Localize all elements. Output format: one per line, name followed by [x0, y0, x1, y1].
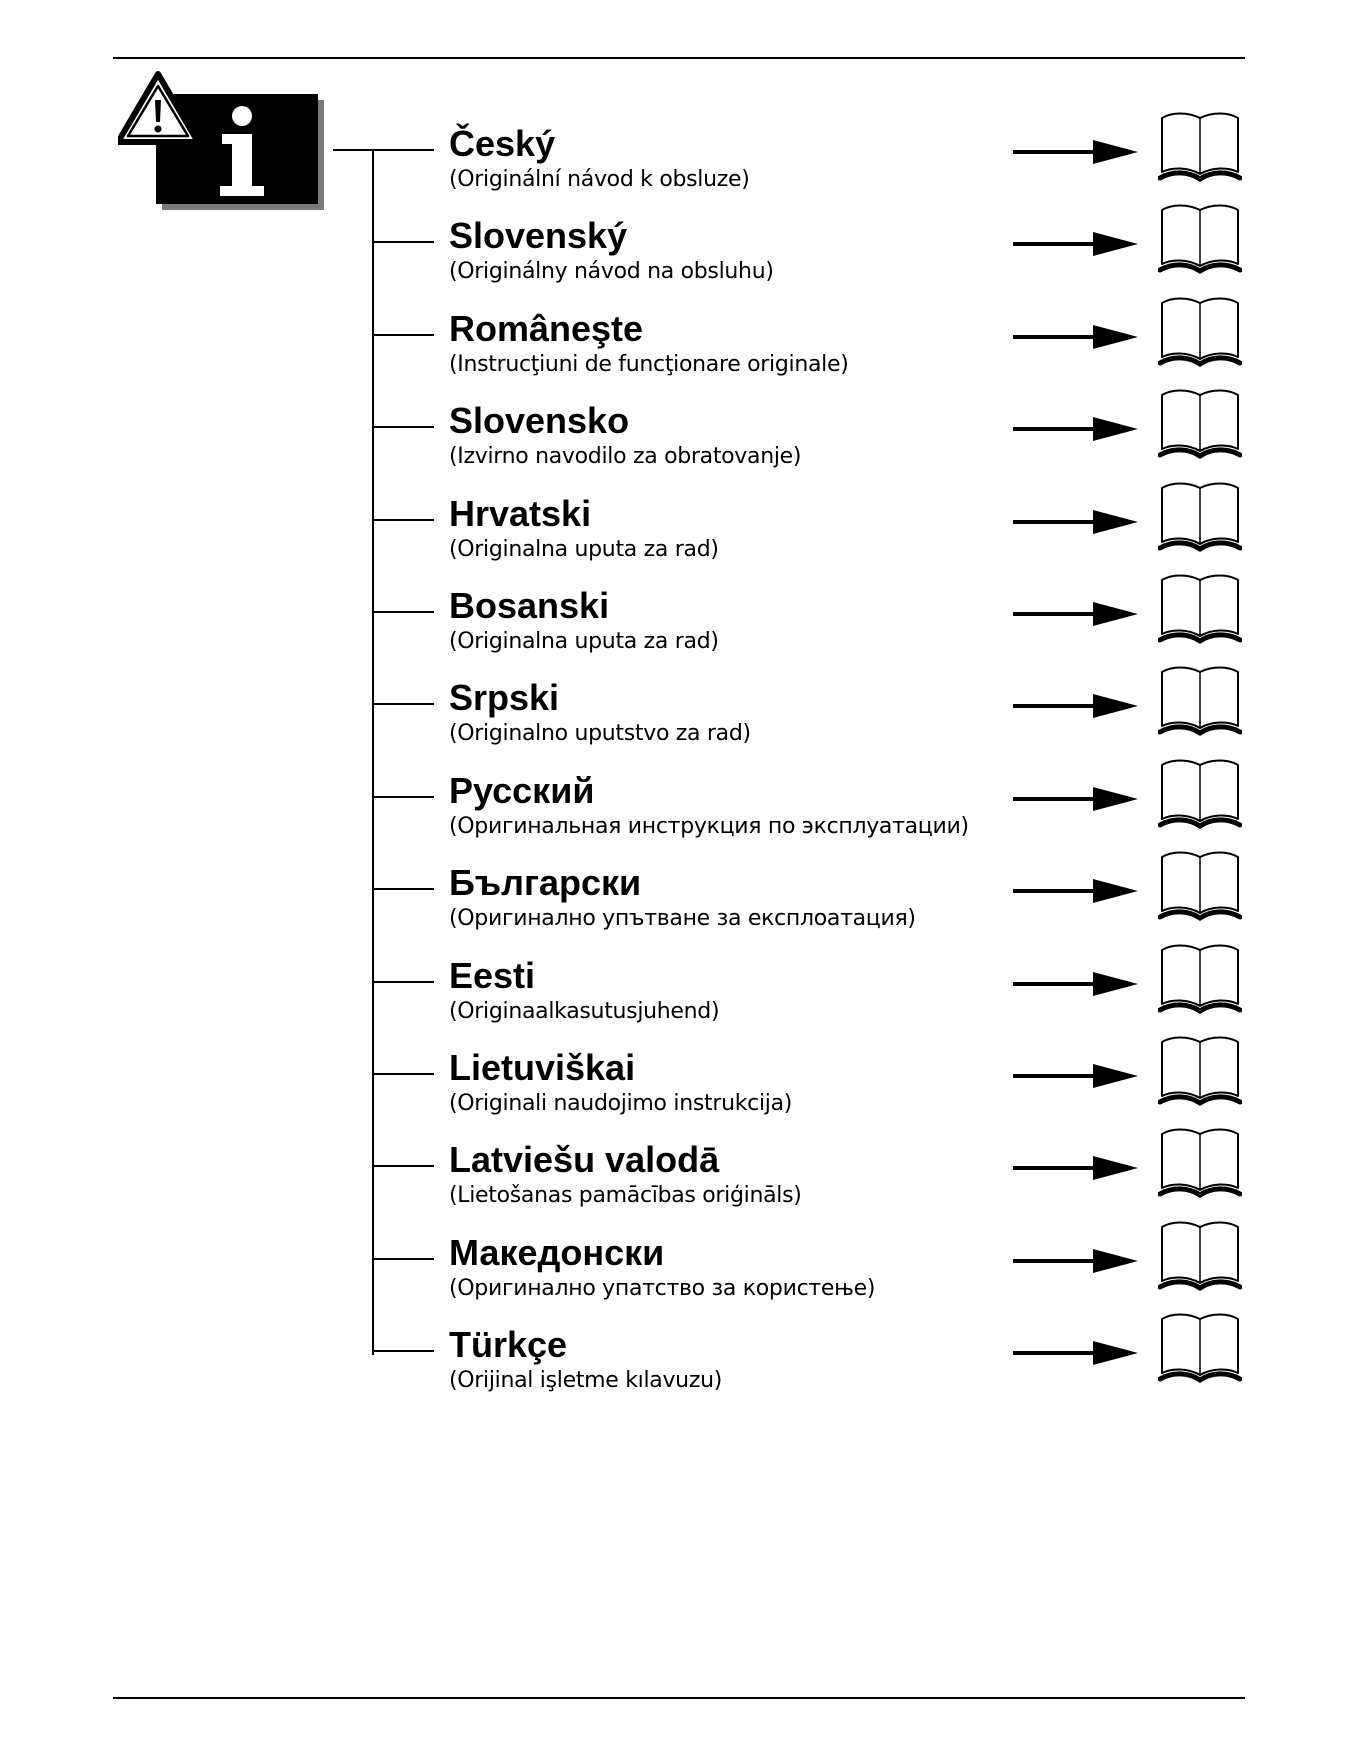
tree-branch [372, 1350, 434, 1352]
language-entry-bosanski[interactable] [0, 586, 1361, 678]
arrow-right-icon [1013, 691, 1138, 721]
tree-branch [372, 334, 434, 336]
bottom-rule [113, 1697, 1245, 1699]
open-book-icon [1158, 387, 1242, 459]
language-name: Türkçe [449, 1324, 568, 1366]
language-entry-eesti[interactable] [0, 956, 1361, 1048]
language-name: Eesti [449, 954, 536, 996]
open-book-icon [1158, 1311, 1242, 1383]
language-entry-balgarski[interactable] [0, 863, 1361, 955]
language-name: Slovensko [449, 400, 630, 442]
language-entry-turkce[interactable] [0, 1325, 1361, 1417]
open-book-icon [1158, 1219, 1242, 1291]
tree-branch [372, 888, 434, 890]
language-entry-slovensky[interactable] [0, 216, 1361, 308]
language-name: Bosanski [449, 585, 610, 626]
language-entry-romaneste[interactable] [0, 309, 1361, 401]
language-entry-makedonski[interactable] [0, 1233, 1361, 1325]
tree-branch [372, 796, 434, 798]
language-subtitle: (Originální návod k obsluze) [449, 167, 750, 192]
open-book-icon [1158, 110, 1242, 182]
open-book-icon [1158, 572, 1242, 644]
language-name: Македонски [449, 1231, 665, 1273]
tree-branch [372, 519, 434, 521]
language-entry-cesky[interactable] [0, 124, 1361, 216]
open-book-icon [1158, 1034, 1242, 1106]
language-subtitle: (Originali naudojimo instrukcija) [449, 1091, 793, 1116]
language-entry-latviesu[interactable] [0, 1140, 1361, 1232]
tree-branch [372, 981, 434, 983]
language-subtitle: (Originálny návod na obsluhu) [449, 259, 774, 285]
arrow-right-icon [1013, 137, 1138, 167]
language-entry-hrvatski[interactable] [0, 494, 1361, 586]
language-subtitle: (Originalna uputa za rad) [449, 536, 719, 562]
language-subtitle: (Оригинальная инструкция по эксплуатации) [449, 813, 969, 839]
open-book-icon [1158, 295, 1242, 367]
arrow-right-icon [1013, 1338, 1138, 1368]
tree-branch [372, 149, 434, 151]
open-book-icon [1158, 757, 1242, 829]
language-entry-srpski[interactable] [0, 678, 1361, 770]
arrow-right-icon [1013, 1246, 1138, 1276]
language-subtitle: (Lietošanas pamācības oriģināls) [449, 1183, 802, 1209]
tree-branch [372, 1165, 434, 1167]
tree-branch [372, 426, 434, 428]
language-name: Româneşte [449, 307, 644, 349]
open-book-icon [1158, 849, 1242, 921]
arrow-right-icon [1013, 322, 1138, 352]
arrow-right-icon [1013, 1153, 1138, 1183]
language-subtitle: (Orijinal işletme kılavuzu) [449, 1368, 723, 1394]
open-book-icon [1158, 202, 1242, 274]
arrow-right-icon [1013, 507, 1138, 537]
language-name: Lietuviškai [449, 1047, 636, 1088]
tree-branch [372, 611, 434, 613]
language-subtitle: (Izvirno navodilo za obratovanje) [449, 444, 802, 470]
arrow-right-icon [1013, 414, 1138, 444]
tree-branch [372, 703, 434, 705]
arrow-right-icon [1013, 969, 1138, 999]
language-name: Русский [449, 769, 595, 811]
arrow-right-icon [1013, 599, 1138, 629]
open-book-icon [1158, 480, 1242, 552]
open-book-icon [1158, 664, 1242, 736]
tree-branch [372, 1073, 434, 1075]
arrow-right-icon [1013, 229, 1138, 259]
language-name: Srpski [449, 677, 560, 719]
language-name: Hrvatski [449, 492, 592, 534]
language-entry-russkiy[interactable] [0, 771, 1361, 863]
arrow-right-icon [1013, 876, 1138, 906]
language-subtitle: (Originalno uputstvo za rad) [449, 721, 751, 747]
language-subtitle: (Оригинално упатство за користење) [449, 1275, 876, 1301]
tree-branch [372, 1258, 434, 1260]
tree-branch [372, 241, 434, 243]
language-subtitle: (Originalna uputa za rad) [449, 629, 719, 654]
language-entry-lietuviskai[interactable] [0, 1048, 1361, 1140]
language-name: Latviešu valodā [449, 1139, 720, 1181]
arrow-right-icon [1013, 1061, 1138, 1091]
open-book-icon [1158, 942, 1242, 1014]
arrow-right-icon [1013, 784, 1138, 814]
language-name: Български [449, 862, 642, 904]
language-subtitle: (Оригинално упътване за експлоатация) [449, 906, 916, 932]
language-subtitle: (Originaalkasutusjuhend) [449, 998, 720, 1024]
language-name: Slovenský [449, 215, 628, 257]
language-entry-slovensko[interactable] [0, 401, 1361, 493]
language-subtitle: (Instrucţiuni de funcţionare originale) [449, 351, 849, 377]
open-book-icon [1158, 1126, 1242, 1198]
language-name: Český [449, 123, 556, 164]
